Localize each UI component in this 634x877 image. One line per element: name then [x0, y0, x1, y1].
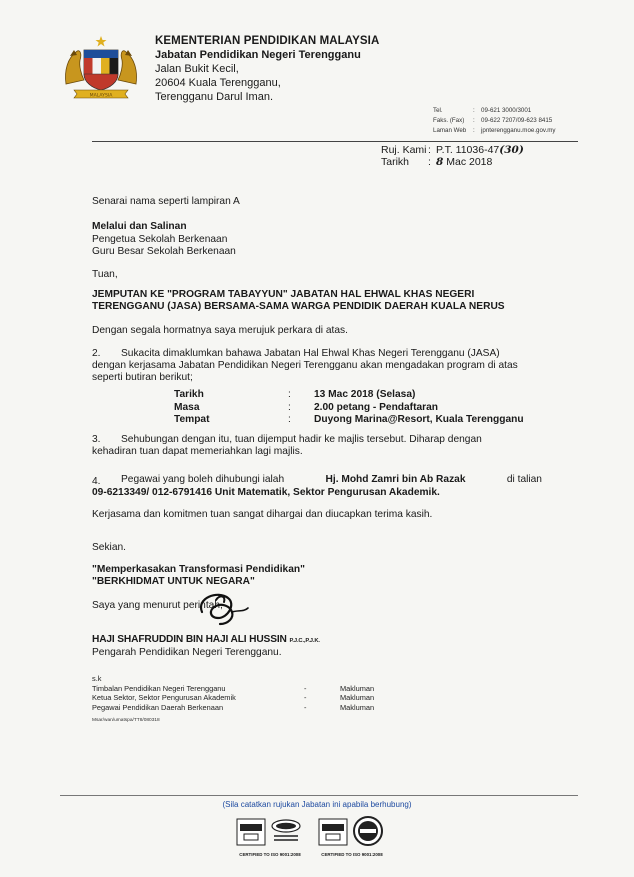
contact-web: Laman Web : jpnterengganu.moe.gov.my — [433, 127, 556, 134]
signatory-title: Pengarah Pendidikan Negeri Terengganu. — [92, 647, 282, 658]
malaysia-coat-of-arms-logo — [62, 34, 140, 100]
paragraph-3-line-1: Sehubungan dengan itu, tuan dijemput hadir ke majlis tersebut. Diharap dengan — [121, 434, 482, 445]
via-line-2: Guru Besar Sekolah Berkenaan — [92, 246, 236, 257]
via-line-1: Pengetua Sekolah Berkenaan — [92, 234, 228, 245]
copy-row: Pegawai Pendidikan Daerah Berkenaan - Makluman — [92, 702, 375, 712]
event-details — [174, 389, 524, 427]
contact-fax: Faks. (Fax) : 09-622 7207/09-623 8415 — [433, 117, 553, 124]
footer-note: (Sila catatkan rujukan Jabatan ini apabila berhubung) — [222, 800, 412, 809]
paragraph-2-number: 2. — [92, 348, 101, 359]
file-code: Msar/wan/umatspa/TT8/080318 — [92, 718, 160, 723]
signatory-name: HAJI SHAFRUDDIN BIN HAJI ALI HUSSIN P.J.C.,P.J.K. — [92, 634, 320, 645]
motto-1: "Memperkasakan Transformasi Pendidikan" — [92, 564, 305, 575]
copies-list — [92, 684, 392, 712]
iso-certification-logo-1 — [236, 813, 304, 857]
header-divider — [92, 141, 578, 142]
footer-divider — [60, 795, 578, 796]
intro-paragraph: Dengan segala hormatnya saya merujuk perkara di atas. — [92, 325, 348, 336]
paragraph-3-number: 3. — [92, 434, 101, 445]
paragraph-2-line-2: dengan kerjasama Jabatan Pendidikan Negeri Terengganu akan mengadakan program di atas — [92, 360, 518, 371]
salutation: Tuan, — [92, 269, 118, 280]
svg-text:MALAYSIA: MALAYSIA — [89, 93, 113, 99]
paragraph-3-line-2: kehadiran tuan dapat memeriahkan lagi majlis. — [92, 446, 303, 457]
department-name: Jabatan Pendidikan Negeri Terengganu — [155, 49, 361, 61]
handwritten-day: 8 — [436, 155, 444, 168]
contact-tel: Tel. : 09-621 3000/3001 — [433, 107, 532, 114]
closing: Sekian. — [92, 542, 126, 553]
iso-certification-logo-2 — [318, 813, 386, 857]
thanks-paragraph: Kerjasama dan komitmen tuan sangat dihargai dan diucapkan terima kasih. — [92, 509, 433, 520]
copy-row: Timbalan Pendidikan Negeri Terengganu - Makluman — [92, 684, 375, 693]
detail-time: Masa : 2.00 petang - Pendaftaran — [174, 401, 438, 413]
yours-faithfully: Saya yang menurut perintah, — [92, 600, 223, 611]
contact-block — [433, 106, 556, 136]
letter-date: Tarikh : 8 Mac 2018 — [381, 155, 493, 168]
paragraph-4-line-1: Pegawai yang boleh dihubungi ialah Hj. Mohd Zamri bin Ab Razak di talian — [121, 474, 542, 485]
paragraph-2-line-3: seperti butiran berikut; — [92, 372, 193, 383]
address-line-2: 20604 Kuala Terengganu, — [155, 77, 281, 89]
paragraph-4-line-2: 09-6213349/ 012-6791416 Unit Matematik, Sektor Pengurusan Akademik. — [92, 487, 440, 498]
handwritten-signature — [192, 588, 252, 628]
handwritten-ref-number: (30) — [499, 144, 524, 156]
subject-line-1: JEMPUTAN KE "PROGRAM TABAYYUN" JABATAN HAL EHWAL KHAS NEGERI — [92, 289, 475, 300]
detail-venue: Tempat : Duyong Marina@Resort, Kuala Terengganu — [174, 414, 524, 425]
copies-heading: s.k — [92, 674, 102, 683]
reference-block — [381, 145, 524, 168]
address-line-1: Jalan Bukit Kecil, — [155, 63, 239, 75]
iso-certification-caption-2: CERTIFIED TO ISO 9001:2008 — [321, 852, 383, 857]
detail-date: Tarikh : 13 Mac 2018 (Selasa) — [174, 389, 416, 400]
contact-person-name: Hj. Mohd Zamri bin Ab Razak — [325, 474, 466, 485]
iso-certification-caption-1: CERTIFIED TO ISO 9001:2008 — [239, 852, 301, 857]
paragraph-2-line-1: Sukacita dimaklumkan bahawa Jabatan Hal Ehwal Khas Negeri Terengganu (JASA) — [121, 348, 500, 359]
motto-2: "BERKHIDMAT UNTUK NEGARA" — [92, 576, 255, 587]
address-line-3: Terengganu Darul Iman. — [155, 91, 274, 103]
ministry-name: KEMENTERIAN PENDIDIKAN MALAYSIA — [155, 35, 380, 47]
paragraph-4-number: 4. — [92, 476, 101, 487]
recipient-line: Senarai nama seperti lampiran A — [92, 196, 240, 207]
signatory-honours: P.J.C.,P.J.K. — [289, 638, 320, 644]
subject-line-2: TERENGGANU (JASA) BERSAMA-SAMA WARGA PENDIDIK DAERAH KUALA NERUS — [92, 301, 505, 312]
copy-row: Ketua Sektor, Sektor Pengurusan Akademik - Makluman — [92, 693, 375, 703]
our-reference: Ruj. Kami: P.T. 11036-47(30) — [381, 144, 524, 156]
via-heading: Melalui dan Salinan — [92, 221, 187, 232]
